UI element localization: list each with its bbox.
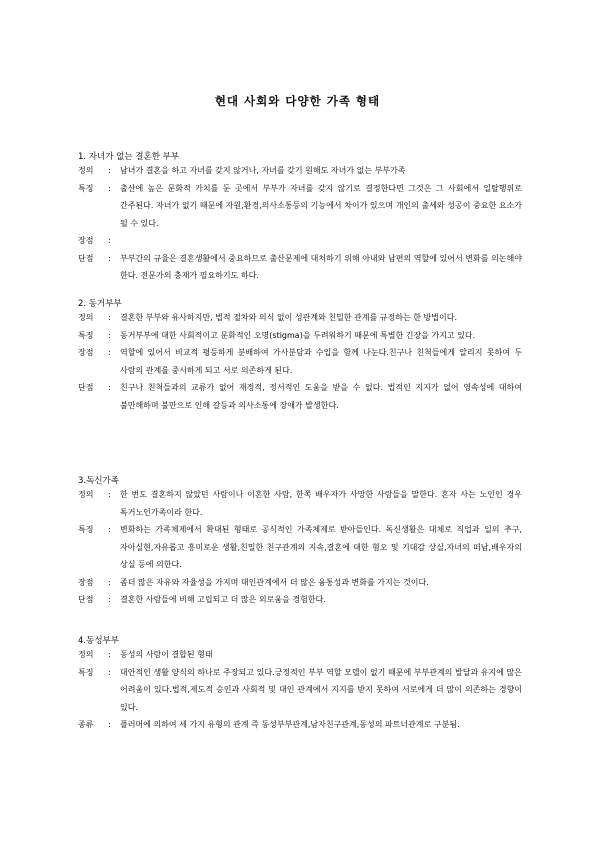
entry-row [78, 486, 525, 521]
entry-colon: : [108, 166, 111, 175]
entry-text: 플러머에 의하여 세 가지 유형의 관계 즉 동성부부관계,남자친구관계,동성의 파트너관계로 구분됨. [120, 720, 460, 729]
entry-text [120, 232, 522, 250]
entry-row [78, 344, 525, 379]
entry-colon: : [108, 595, 111, 604]
entry-text: 부부간의 규율은 결혼생활에서 중요하므로 출산문제에 대처하기 위해 아내와 남편의 역할에 있어서 변화를 의논해야 한다. 전문가의 충재가 필요하기도 하다. [120, 253, 525, 280]
entry-label: 종류 [78, 720, 94, 729]
entry-text: 친구나 친척들과의 교류가 없어 재정적, 정서적인 도움을 받을 수 없다. 법적인 지지가 없어 영속성에 대하여 불만해하며 불만으로 인해 갈등과 의사소통에 장애가 발생한다. [120, 383, 525, 410]
entry-label: 장점 [78, 236, 94, 245]
entry-text: 출산에 높은 문화적 가치를 둔 곳에서 부부가 자녀를 갖지 않기로 결정한다면 그것은 그 사회에서 일탈행위로 간주된다. 자녀가 없기 때문에 자원,환경,의사소통등의 기능에서 차이가 있으며 개인의 출세와 성공이 중요한 요소가 될 수 있다. [120, 183, 525, 228]
entry-row [78, 232, 522, 250]
section-body [78, 486, 525, 609]
entry-text: 변화하는 가족체제에서 확대된 형태로 공식적인 가족체제로 받아들인다. 독신생활은 대체로 직업과 일의 추구,자아실현,자유롭고 흥미로운 생활,친밀한 친구관계의 지속,결혼에 대한 혐오 및 기대감 상실,자녀의 떠남,배우자의 상실 등에 의한다. [120, 525, 525, 569]
section-heading: 1. 자녀가 없는 결혼한 부부 [78, 152, 180, 162]
document-title: 현대 사회와 다양한 가족 형태 [214, 94, 381, 108]
entry-row [78, 162, 522, 180]
entry-colon: : [108, 236, 111, 245]
entry-colon: : [108, 667, 111, 677]
entry-label: 특징 [78, 667, 94, 677]
entry-text: 결혼한 사람들에 비해 고립되고 더 많은 외로움을 경험한다. [120, 595, 326, 604]
entry-row [78, 309, 522, 327]
entry-label: 단점 [78, 253, 94, 263]
entry-row [78, 250, 525, 285]
entry-label: 단점 [78, 595, 94, 604]
entry-colon: : [108, 720, 111, 729]
entry-label: 장점 [78, 348, 94, 357]
entry-text: 대안적인 생활 양식의 하나로 주장되고 있다.긍정적인 부부 역할 모델이 없기 때문에 부부관계의 발달과 유지에 많은 어려움이 있다.법적,제도적 승인과 사회적 및 대인 관계에서 지지를 받지 못하여 서로에게 더 많이 의존하는 경향이 있다. [120, 667, 525, 712]
entry-text: 동성의 사람이 결합된 형태 [120, 650, 213, 659]
entry-label: 단점 [78, 383, 94, 392]
entry-colon: : [108, 253, 111, 263]
entry-label: 특징 [78, 183, 94, 193]
entry-row [78, 716, 522, 734]
entry-text: 좀더 많은 자유와 자율성을 가지며 대인관계에서 더 많은 융통성과 변화를 가지는 것이다. [120, 577, 429, 587]
entry-row [78, 180, 525, 233]
entry-row [78, 521, 525, 574]
entry-label: 정의 [78, 650, 94, 659]
section-heading: 2. 동거부부 [78, 299, 122, 309]
entry-row [78, 379, 525, 414]
entry-label: 정의 [78, 313, 94, 322]
entry-colon: : [108, 183, 111, 193]
section-heading: 4.동성부부 [78, 636, 119, 646]
entry-colon: : [108, 383, 111, 392]
entry-text: 역할에 있어서 비교적 평등하게 분배하여 가사분담과 수입을 함께 나눈다.친구나 친척들에게 알리지 못하여 두 사람의 관계를 중시하게 되고 서로 의존하게 된다. [120, 348, 525, 375]
entry-colon: : [108, 348, 111, 357]
entry-text: 동거부부에 대한 사회적이고 문화적인 오명(stigma)을 두려워하기 때문에 특별한 긴장을 가지고 있다. [120, 330, 476, 340]
entry-row [78, 646, 522, 664]
entry-row [78, 664, 525, 717]
entry-row [78, 327, 522, 345]
entry-colon: : [108, 650, 111, 659]
entry-colon: : [108, 577, 111, 587]
entry-colon: : [108, 490, 111, 499]
entry-text: 남녀가 결혼을 하고 자녀를 갖지 않거나, 자녀를 갖기 원해도 자녀가 없는 부부가족 [120, 166, 406, 175]
entry-label: 정의 [78, 166, 94, 175]
section-heading: 3.독신가족 [78, 476, 119, 486]
section-body [78, 162, 525, 285]
entry-colon: : [108, 330, 111, 340]
section-body [78, 309, 525, 414]
entry-text: 결혼한 부부와 유사하지만, 법적 절차와 의식 없이 성관계와 친밀한 관계를 규정하는 한 방법이다. [120, 313, 457, 322]
entry-row [78, 574, 522, 592]
section-body [78, 646, 525, 734]
entry-label: 특징 [78, 330, 94, 340]
entry-label: 정의 [78, 490, 94, 499]
entry-colon: : [108, 525, 111, 534]
entry-row [78, 591, 522, 609]
entry-colon: : [108, 313, 111, 322]
entry-label: 장점 [78, 577, 94, 587]
entry-label: 특징 [78, 525, 94, 534]
entry-text: 한 번도 결혼하지 않았던 사람이나 이혼한 사람, 한쪽 배우자가 사망한 사람들을 말한다. 혼자 사는 노인인 경우 독거노인가족이라 한다. [120, 490, 525, 517]
